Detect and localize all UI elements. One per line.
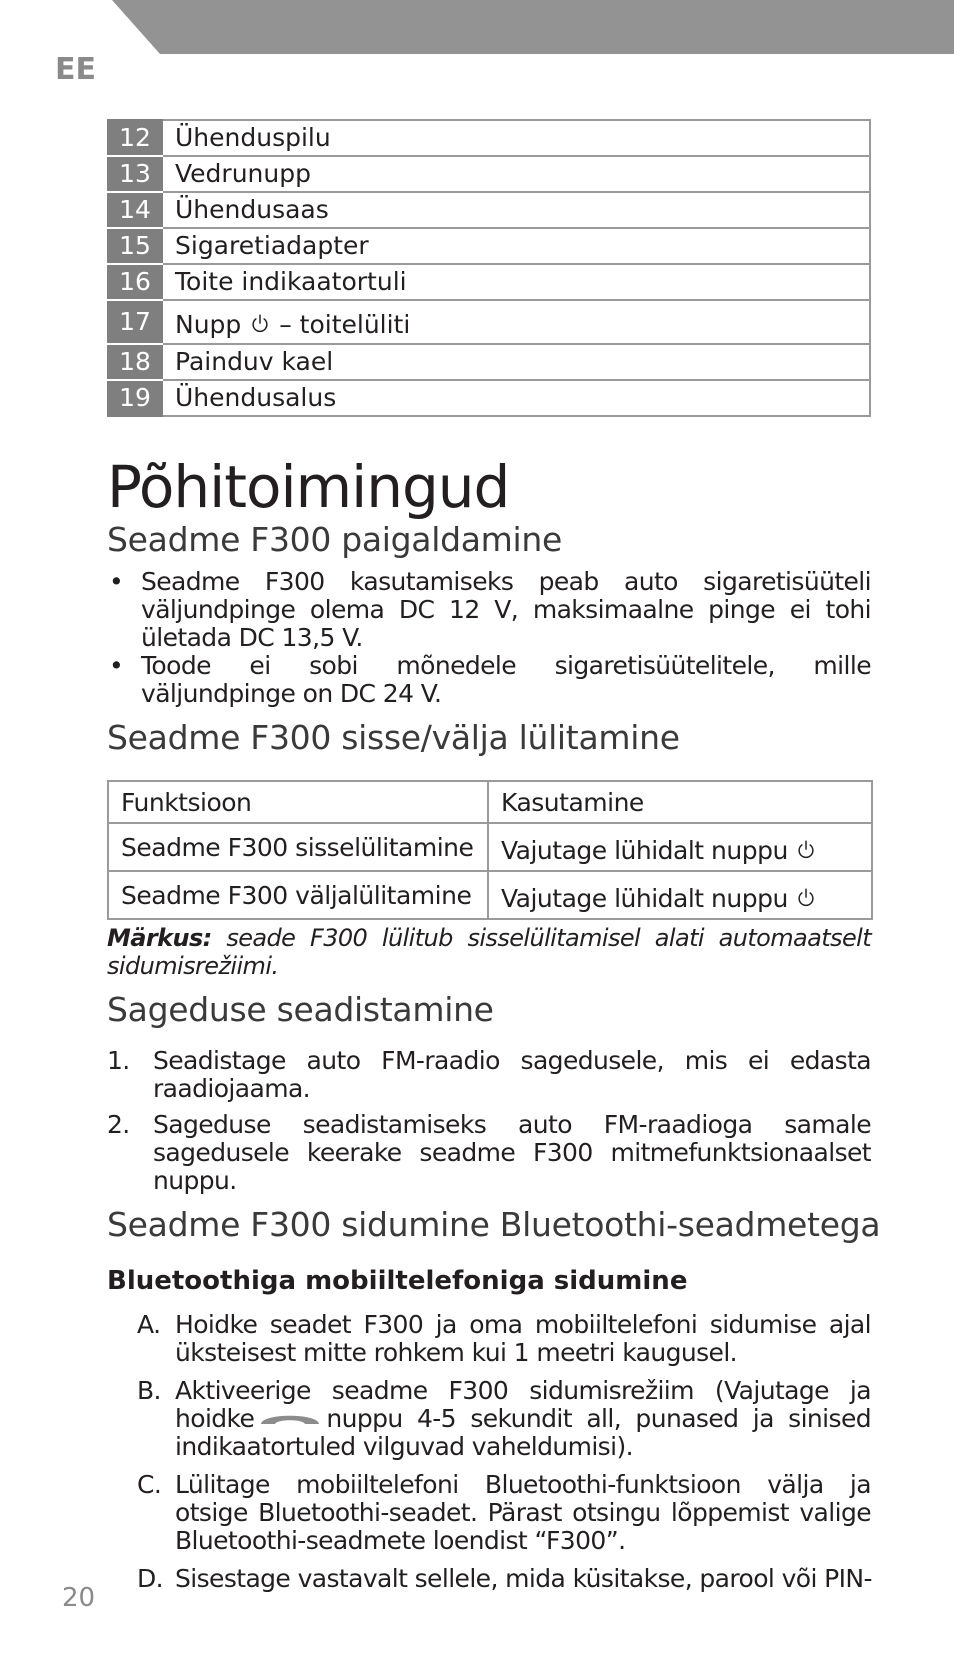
step-text: Sisestage vastavalt sellele, mida küsitakse, parool või PIN- <box>175 1564 872 1593</box>
step-marker: D. <box>137 1564 163 1593</box>
install-bullets <box>107 568 871 708</box>
usage-text: Vajutage lühidalt nuppu <box>501 883 788 913</box>
part-number: 12 <box>108 120 162 156</box>
parts-table <box>107 119 871 417</box>
part-label: Ühendusaas <box>162 192 870 228</box>
part-number: 17 <box>108 300 162 344</box>
part-label <box>162 300 870 344</box>
part-number: 19 <box>108 380 162 416</box>
pairing-steps <box>137 1311 871 1603</box>
list-item <box>107 1047 871 1103</box>
table-row <box>108 192 870 228</box>
usage-cell <box>488 871 872 919</box>
page-title: Põhitoimingud <box>107 453 510 521</box>
step-text: Lülitage mobiiltelefoni Bluetoothi-funktsioon välja ja otsige Bluetoothi-seadet. Pärast otsingu lõppemist valige Bluetoothi-seadmete loendist “F300”. <box>175 1470 871 1555</box>
step-text-before: Aktiveerige seadme F300 sidumisrežiim (Vajutage ja hoidke <box>175 1376 871 1433</box>
step-text: Seadistage auto FM-raadio sagedusele, mis ei edasta raadiojaama. <box>153 1046 871 1103</box>
part-label: Painduv kael <box>162 344 870 380</box>
function-table <box>107 780 873 920</box>
part-label: Toite indikaatortuli <box>162 264 870 300</box>
pairing-heading: Seadme F300 sidumine Bluetoothi-seadmetega <box>107 1205 881 1244</box>
function-cell: Seadme F300 väljalülitamine <box>108 871 488 919</box>
step-text-after: nuppu 4-5 sekundit all, punased ja sinised indikaatortuled vilguvad vaheldumisi). <box>175 1404 871 1461</box>
list-item <box>137 1311 871 1367</box>
part-label-after: – toitelüliti <box>279 310 411 339</box>
frequency-steps <box>107 1047 871 1203</box>
column-header-usage: Kasutamine <box>488 781 872 823</box>
power-icon <box>795 839 817 861</box>
part-label-before: Nupp <box>175 310 242 339</box>
step-marker: 2. <box>107 1110 130 1139</box>
step-marker: B. <box>137 1376 161 1405</box>
step-marker: C. <box>137 1470 162 1499</box>
table-row <box>108 344 870 380</box>
language-code: EE <box>55 52 96 87</box>
table-row <box>108 264 870 300</box>
phone-handset-icon <box>258 1409 322 1427</box>
table-row <box>108 228 870 264</box>
list-item: • Toode ei sobi mõnedele sigaretisüütelitele, mille väljundpinge on DC 24 V. <box>107 652 871 708</box>
table-row <box>108 871 872 919</box>
part-label: Ühenduspilu <box>162 120 870 156</box>
part-label: Ühendusalus <box>162 380 870 416</box>
list-item <box>137 1565 871 1593</box>
table-row <box>108 380 870 416</box>
part-label: Sigaretiadapter <box>162 228 870 264</box>
part-number: 13 <box>108 156 162 192</box>
step-text: Hoidke seadet F300 ja oma mobiiltelefoni sidumise ajal üksteisest mitte rohkem kui 1 meetri kaugusel. <box>175 1310 871 1367</box>
table-row <box>108 300 870 344</box>
table-header-row <box>108 781 872 823</box>
step-marker: 1. <box>107 1046 130 1075</box>
step-marker: A. <box>137 1310 161 1339</box>
header-band <box>0 0 954 54</box>
usage-cell <box>488 823 872 871</box>
page-number: 20 <box>62 1583 96 1613</box>
step-text: Sageduse seadistamiseks auto FM-raadioga samale sagedusele keerake seadme F300 mitmefunktsionaalset nuppu. <box>153 1110 871 1195</box>
function-cell: Seadme F300 sisselülitamine <box>108 823 488 871</box>
pairing-subheading: Bluetoothiga mobiiltelefoniga sidumine <box>107 1266 688 1296</box>
note-label: Märkus: <box>107 924 212 952</box>
power-icon <box>249 313 271 335</box>
list-item <box>137 1377 871 1461</box>
list-item: • Seadme F300 kasutamiseks peab auto sigaretisüüteli väljundpinge olema DC 12 V, maksimaalne pinge ei tohi ületada DC 13,5 V. <box>107 568 871 652</box>
frequency-heading: Sageduse seadistamine <box>107 990 494 1029</box>
power-icon <box>795 887 817 909</box>
part-number: 15 <box>108 228 162 264</box>
part-number: 16 <box>108 264 162 300</box>
part-label: Vedrunupp <box>162 156 870 192</box>
part-number: 14 <box>108 192 162 228</box>
usage-text: Vajutage lühidalt nuppu <box>501 835 788 865</box>
list-item <box>107 1111 871 1195</box>
note <box>107 924 871 980</box>
table-row <box>108 120 870 156</box>
power-heading: Seadme F300 sisse/välja lülitamine <box>107 718 680 757</box>
table-row <box>108 823 872 871</box>
list-item <box>137 1471 871 1555</box>
column-header-function: Funktsioon <box>108 781 488 823</box>
note-text: seade F300 lülitub sisselülitamisel alati automaatselt sidumisrežiimi. <box>107 924 872 980</box>
install-heading: Seadme F300 paigaldamine <box>107 520 562 559</box>
part-number: 18 <box>108 344 162 380</box>
table-row <box>108 156 870 192</box>
